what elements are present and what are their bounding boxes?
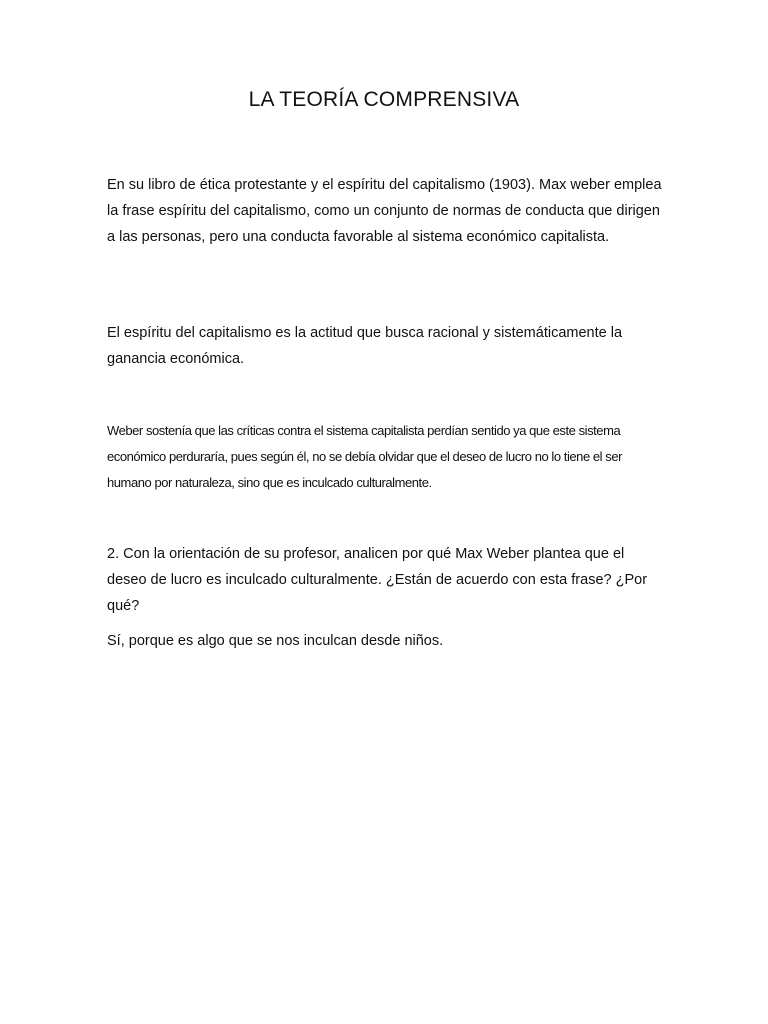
paragraph-weber-criticism: Weber sostenía que las críticas contra el sistema capitalista perdían sentido ya que este sistema económico perduraría, pues según él, no se debía olvidar que el deseo de lucro no lo tiene el ser humano por naturaleza, sino que es inculcado culturalmente. [107,423,622,490]
document-title: LA TEORÍA COMPRENSIVA [248,88,520,111]
paragraph-answer: Sí, porque es algo que se nos inculcan desde niños. [107,633,444,649]
paragraph-question: 2. Con la orientación de su profesor, analicen por qué Max Weber plantea que el deseo de lucro es inculcado culturalmente. ¿Están de acuerdo con esta frase? ¿Por qué? [107,546,648,614]
paragraph-intro: En su libro de ética protestante y el espíritu del capitalismo (1903). Max weber emplea la frase espíritu del capitalismo, como un conjunto de normas de conducta que dirigen a las personas, pero una conducta favorable al sistema económico capitalista. [107,177,662,245]
paragraph-definition: El espíritu del capitalismo es la actitud que busca racional y sistemáticamente la ganancia económica. [107,325,623,367]
